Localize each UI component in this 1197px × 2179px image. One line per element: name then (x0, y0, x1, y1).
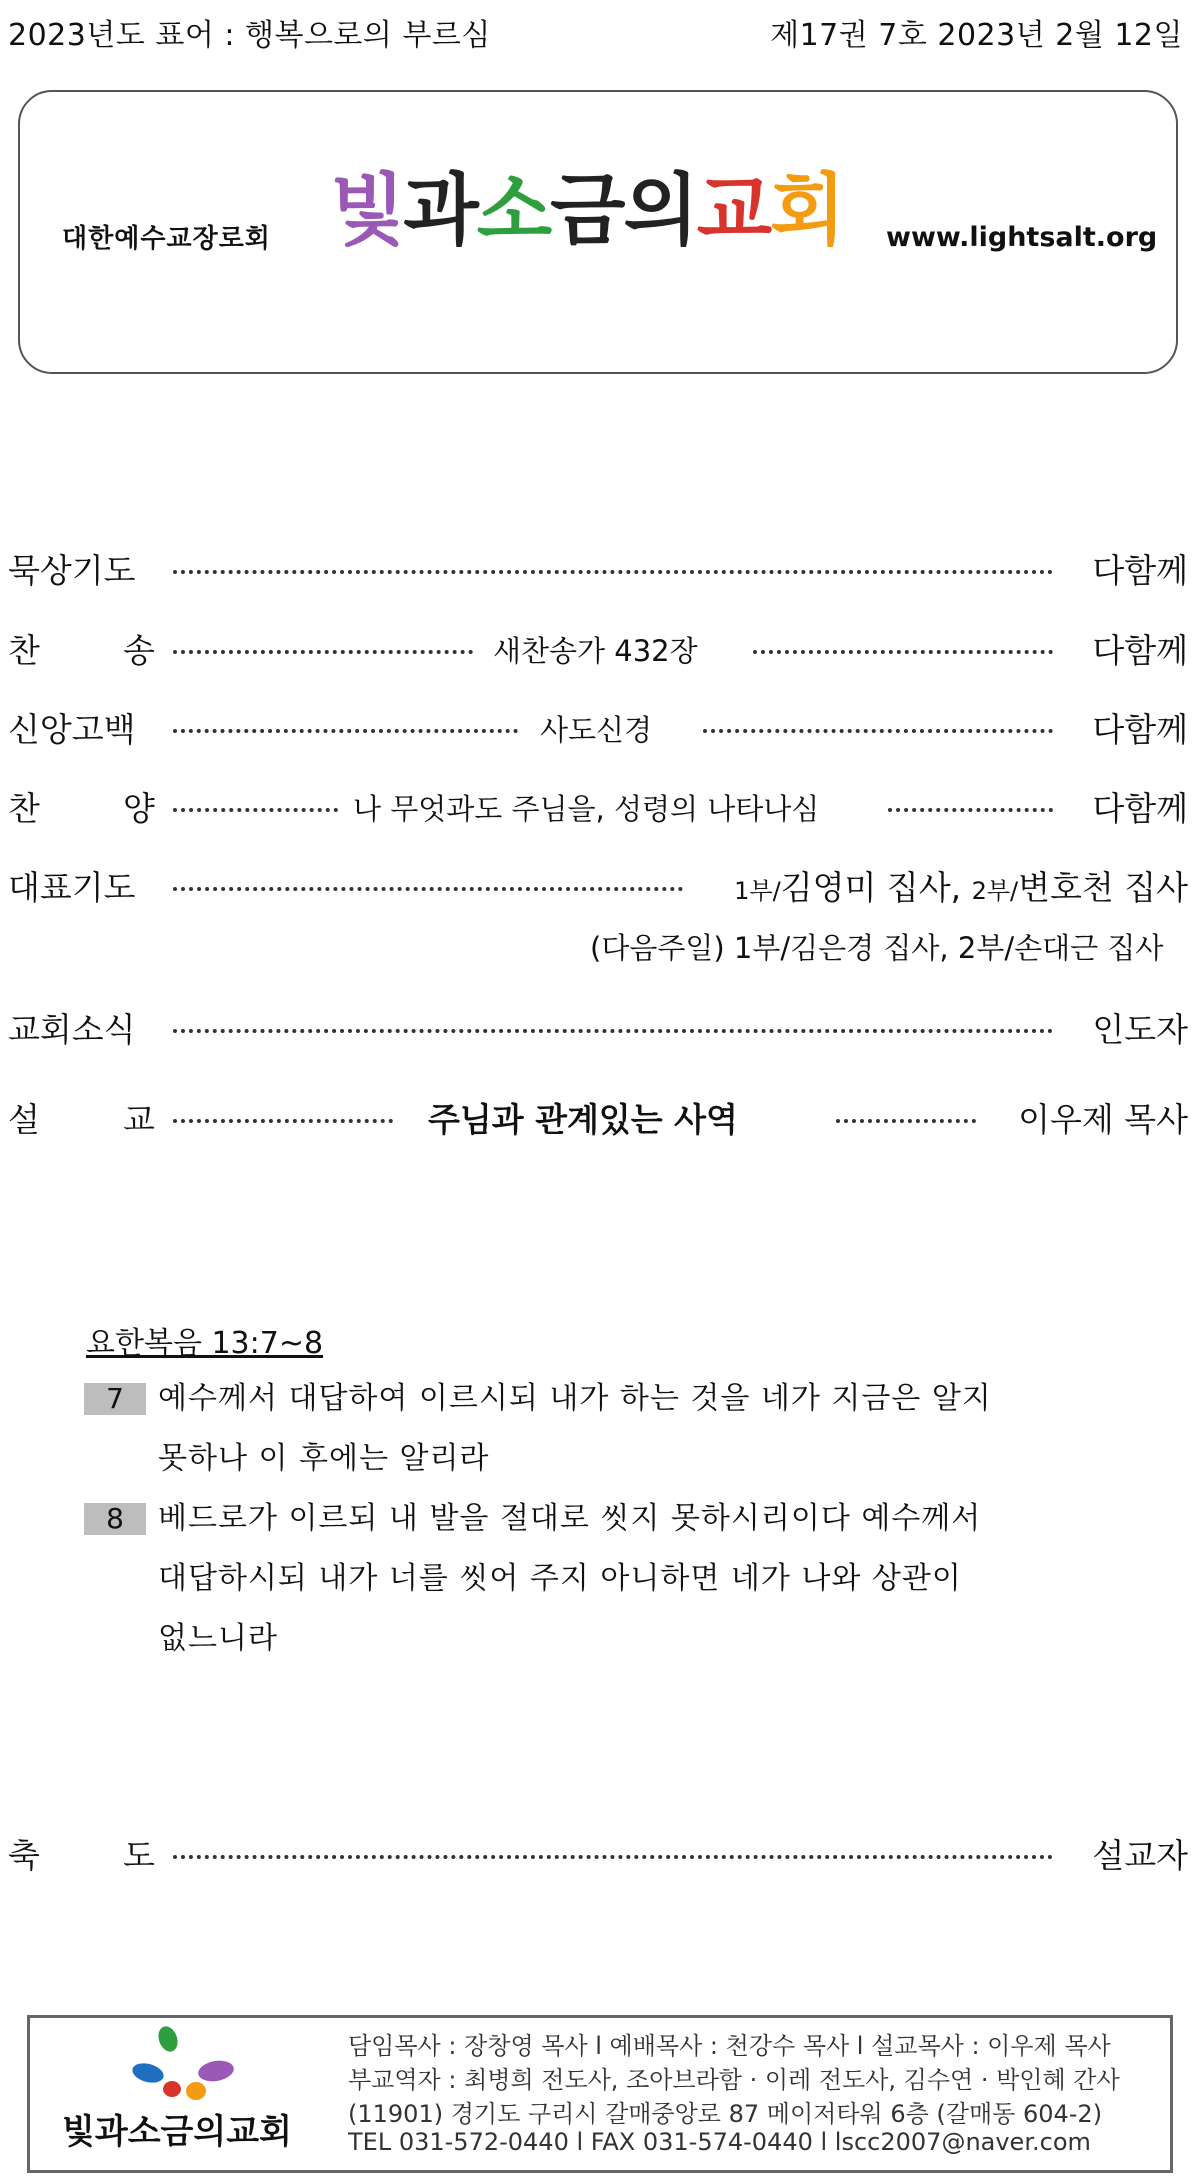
next-week-prayer: (다음주일) 1부/김은경 집사, 2부/손대근 집사 (590, 931, 1164, 965)
scripture-reference: 요한복음 13:7~8 (86, 1326, 324, 1361)
order-row-anthem (8, 783, 1188, 831)
verse-line: 베드로가 이르되 내 발을 절대로 씻지 못하시리이다 예수께서 (158, 1501, 982, 1536)
order-label: 축 (8, 1836, 40, 1875)
order-row-creed (8, 704, 1188, 752)
order-row-benediction (8, 1830, 1188, 1878)
leader-dots (836, 1119, 976, 1123)
order-leader: 이우제 목사 (1018, 1100, 1188, 1139)
order-label: 교회소식 (8, 1010, 136, 1049)
order-row-silent-prayer (8, 545, 1188, 593)
order-leader: 설교자 (1092, 1836, 1188, 1875)
order-label: 교 (123, 1100, 155, 1139)
order-leader (734, 862, 1188, 909)
verse-number: 8 (84, 1503, 146, 1535)
order-content: 새찬송가 432장 (493, 634, 698, 668)
prayer-leader-2: 변호천 집사 (1018, 868, 1188, 907)
verse-number: 7 (84, 1383, 146, 1415)
order-label: 찬 (8, 789, 40, 828)
order-row-hymn (8, 625, 1188, 673)
leader-dots (888, 808, 1053, 812)
verse-line: 예수께서 대답하여 이르시되 내가 하는 것을 네가 지금은 알지 (158, 1381, 992, 1416)
order-leader: 다함께 (1092, 551, 1188, 590)
prayer-service-1: 1부/ (734, 877, 781, 905)
order-row-representative-prayer (8, 862, 1188, 910)
sermon-title: 주님과 관계있는 사역 (428, 1100, 738, 1139)
prayer-service-2: 2부/ (971, 877, 1019, 905)
footer-contact: TEL 031-572-0440 l FAX 031-574-0440 l lscc2007@naver.com (348, 2128, 1091, 2156)
footer-staff: 부교역자 : 최병희 전도사, 조아브라함 · 이레 전도사, 김수연 · 박인혜 간사 (348, 2066, 1120, 2094)
order-label: 설 (8, 1100, 40, 1139)
leader-dots (173, 570, 1053, 574)
order-label: 양 (123, 789, 155, 828)
leader-dots (173, 650, 473, 654)
footer-address: (11901) 경기도 구리시 갈매중앙로 87 메이저타워 6층 (갈매동 604-2) (348, 2100, 1103, 2128)
order-row-sermon (8, 1094, 1188, 1142)
order-label: 찬 (8, 631, 40, 670)
order-content: 사도신경 (540, 713, 653, 747)
verse-line: 대답하시되 내가 너를 씻어 주지 아니하면 네가 나와 상관이 (158, 1561, 962, 1596)
leader-dots (753, 650, 1053, 654)
leader-dots (173, 808, 338, 812)
order-label: 도 (123, 1836, 155, 1875)
order-label: 대표기도 (8, 868, 136, 907)
order-leader: 다함께 (1092, 789, 1188, 828)
denomination-label: 대한예수교장로회 (62, 224, 271, 254)
order-leader: 인도자 (1092, 1010, 1188, 1049)
footer-church-name: 빛과소금의교회 (62, 2112, 292, 2152)
prayer-leader-1: 김영미 집사, (780, 868, 962, 907)
leader-dots (173, 1119, 393, 1123)
order-label: 신앙고백 (8, 710, 136, 749)
leader-dots (173, 729, 518, 733)
issue-date: 제17권 7호 2023년 2월 12일 (770, 18, 1183, 53)
order-leader: 다함께 (1092, 710, 1188, 749)
order-label: 묵상기도 (8, 551, 136, 590)
order-content: 나 무엇과도 주님을, 성령의 나타나심 (353, 792, 820, 826)
order-row-announcements (8, 1004, 1188, 1052)
annual-theme: 2023년도 표어 : 행복으로의 부르심 (8, 18, 491, 53)
website-url[interactable]: www.lightsalt.org (886, 222, 1158, 253)
verse-line: 못하나 이 후에는 알리라 (158, 1441, 490, 1476)
leader-dots (173, 887, 683, 891)
flower-logo-icon (130, 2025, 250, 2105)
order-leader: 다함께 (1092, 631, 1188, 670)
footer-pastors: 담임목사 : 장창영 목사 l 예배목사 : 천강수 목사 l 설교목사 : 이우제 목사 (348, 2032, 1111, 2060)
church-logo-wordmark: 빛과소금의교회 (330, 166, 844, 256)
leader-dots (173, 1855, 1053, 1859)
verse-line: 없느니라 (158, 1621, 278, 1656)
leader-dots (703, 729, 1053, 733)
leader-dots (173, 1029, 1053, 1033)
order-label: 송 (123, 631, 155, 670)
